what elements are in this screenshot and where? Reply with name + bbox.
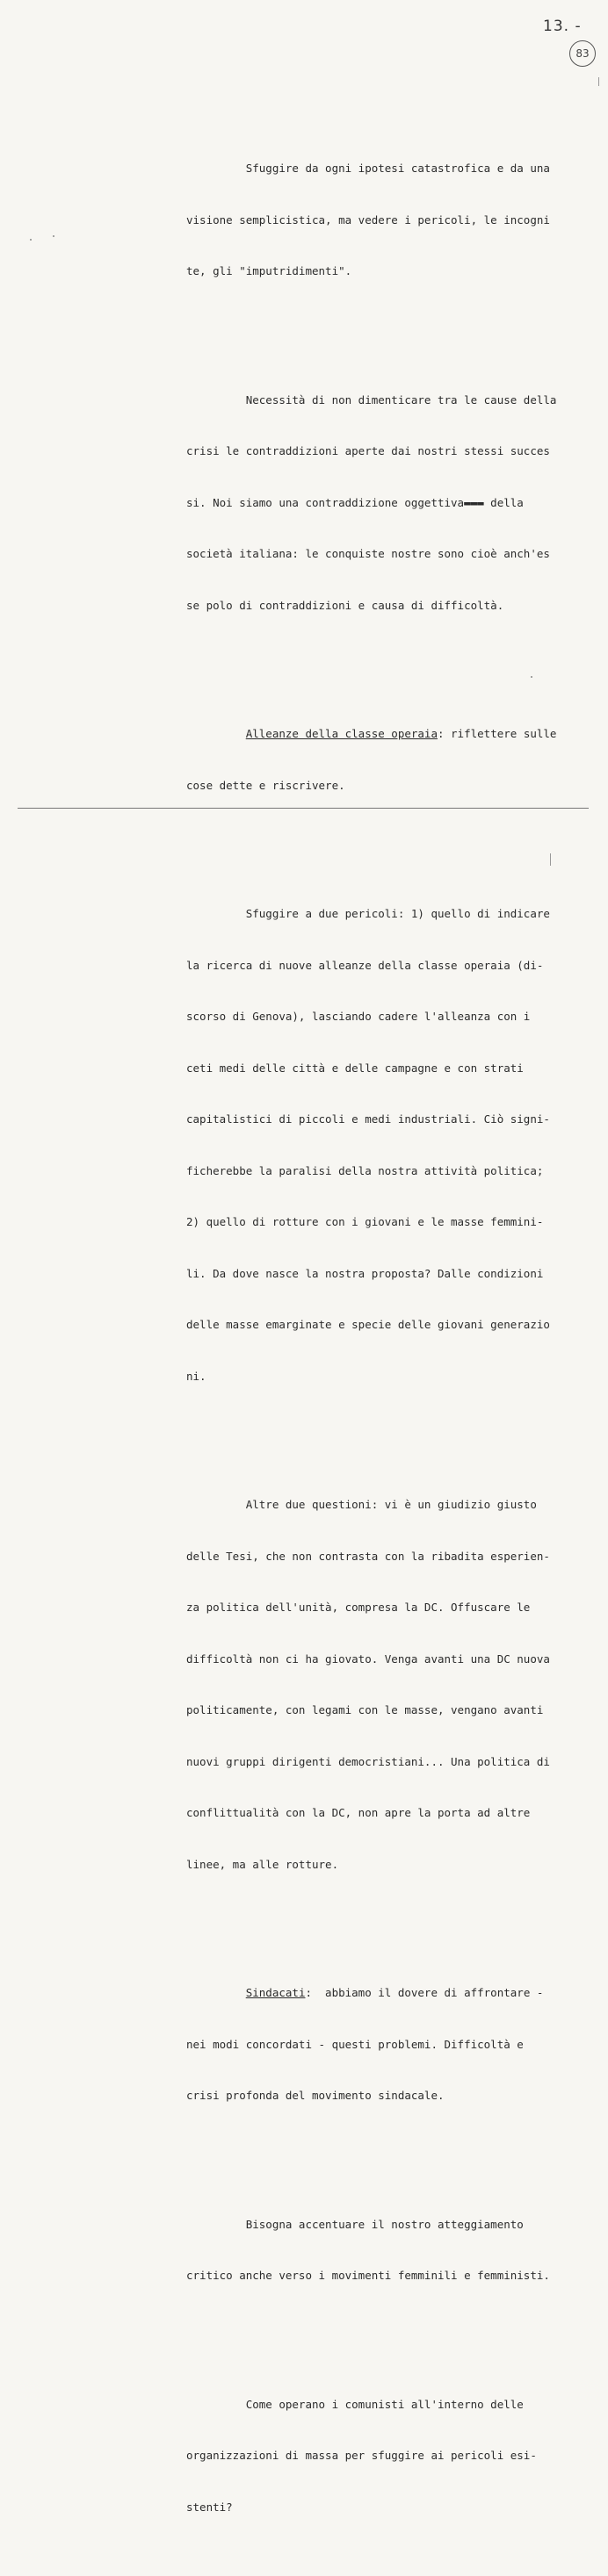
text-line: scorso di Genova), lasciando cadere l'alleanza con i	[186, 1010, 531, 1023]
text-line: te, gli "imputridimenti".	[186, 264, 352, 277]
archive-stamp: 83	[569, 40, 596, 67]
heading-continuation: : abbiamo il dovere di affrontare -	[305, 1986, 544, 1999]
text-line: Sfuggire da ogni ipotesi catastrofica e da una	[186, 162, 550, 175]
text-line: linee, ma alle rotture.	[186, 1857, 339, 1871]
text-line: conflittualità con la DC, non apre la porta ad altre	[186, 1806, 531, 1819]
text-line	[186, 725, 606, 743]
scan-speck	[53, 235, 54, 237]
text-line: Sfuggire a due pericoli: 1) quello di indicare	[186, 907, 550, 920]
text-line: crisi le contraddizioni aperte dai nostri stessi succes	[186, 444, 550, 457]
document-body	[186, 91, 606, 2576]
text-line: delle masse emarginate e specie delle giovani generazio	[186, 1318, 550, 1331]
text-line: nuovi gruppi dirigenti democristiani... Una politica di	[186, 1754, 550, 1768]
text-line: visione semplicistica, ma vedere i pericoli, le incogni	[186, 212, 550, 227]
text-line: si. Noi siamo una contraddizione oggettiva▬▬▬ della	[186, 495, 524, 509]
text-line: società italiana: le conquiste nostre sono cioè anch'es	[186, 547, 550, 560]
text-line: politicamente, con legami con le masse, vengano avanti	[186, 1703, 544, 1716]
text-line: critico anche verso i movimenti femminili e femministi.	[186, 2269, 550, 2282]
text-line: la ricerca di nuove alleanze della classe operaia (di-	[186, 958, 544, 972]
text-line: Necessità di non dimenticare tra le cause della	[186, 392, 557, 407]
text-line: li. Da dove nasce la nostra proposta? Dalle condizioni	[186, 1266, 544, 1280]
paragraph-other-questions	[186, 1462, 606, 1907]
margin-tick	[550, 853, 551, 866]
text-line: ni.	[186, 1369, 206, 1383]
paragraph-sindacati	[186, 1950, 606, 2139]
section-heading-alleanze: Alleanze della classe operaia	[245, 727, 438, 740]
paragraph-contradictions	[186, 357, 606, 649]
scan-edge-line	[18, 808, 589, 809]
section-heading-sindacati: Sindacati	[245, 1986, 306, 1999]
text-line: delle Tesi, che non contrasta con la ribadita esperien-	[186, 1549, 550, 1563]
text-line: se polo di contraddizioni e causa di difficoltà.	[186, 598, 504, 612]
paragraph-two-dangers	[186, 871, 606, 1419]
text-line: 2) quello di rotture con i giovani e le masse femmini-	[186, 1215, 544, 1228]
scan-speck	[30, 239, 32, 241]
paragraph-feminist	[186, 2182, 606, 2319]
margin-tick	[598, 77, 599, 86]
text-line: Bisogna accentuare il nostro atteggiamento	[186, 2217, 524, 2231]
text-line: Altre due questioni: vi è un giudizio giusto	[186, 1498, 537, 1511]
text-line: cose dette e riscrivere.	[186, 778, 345, 792]
paragraph-intro	[186, 126, 606, 314]
text-line: stenti?	[186, 2500, 233, 2514]
text-line: difficoltà non ci ha giovato. Venga avanti una DC nuova	[186, 1651, 550, 1666]
page-number: 13. -	[543, 18, 582, 35]
text-line: ficherebbe la paralisi della nostra attività politica;	[186, 1163, 544, 1177]
scan-speck	[531, 676, 532, 678]
text-line: crisi profonda del movimento sindacale.	[186, 2089, 445, 2102]
text-line	[186, 1984, 606, 2002]
text-line: ceti medi delle città e delle campagne e con strati	[186, 1061, 524, 1075]
text-line: organizzazioni di massa per sfuggire ai pericoli esi-	[186, 2449, 537, 2462]
paragraph-communists	[186, 2362, 606, 2551]
heading-continuation: : riflettere sulle	[437, 727, 557, 740]
text-line: za politica dell'unità, compresa la DC. Offuscare le	[186, 1601, 531, 1614]
text-line: Come operano i comunisti all'interno delle	[186, 2397, 524, 2411]
text-line: capitalistici di piccoli e medi industriali. Ciò signi-	[186, 1112, 550, 1126]
text-line: nei modi concordati - questi problemi. Difficoltà e	[186, 2037, 524, 2051]
